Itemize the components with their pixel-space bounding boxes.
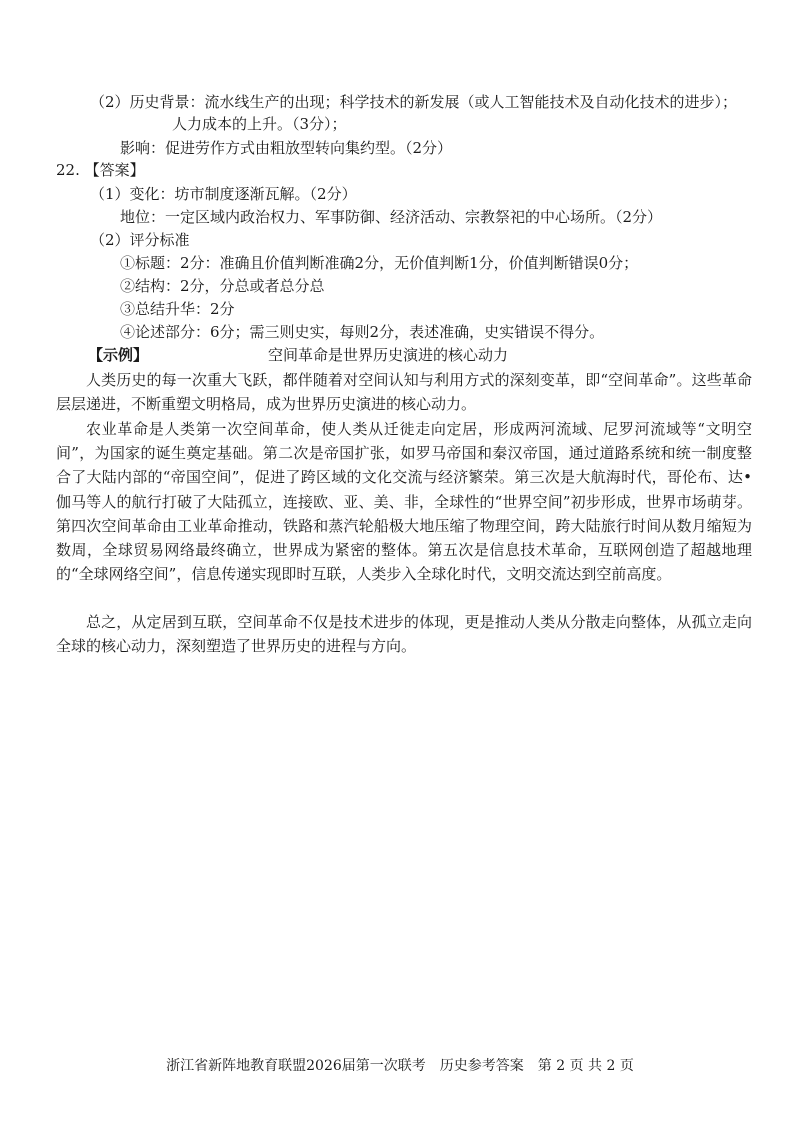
example-title: 空间革命是世界历史演进的核心动力	[268, 346, 509, 364]
q21-impact: 影响：促进劳作方式由粗放型转向集约型。（2分）	[120, 139, 453, 157]
criteria-summary: ③总结升华：2分	[120, 300, 235, 318]
q21-background-line1: （2）历史背景：流水线生产的出现；科学技术的新发展（或人工智能技术及自动化技术的进步）；	[90, 93, 738, 111]
q22-part1-change: （1）变化：坊市制度逐渐瓦解。（2分）	[90, 185, 357, 203]
criteria-argument: ④论述部分：6分；需三则史实，每则2分，表述准确，史实错误不得分。	[120, 323, 605, 341]
q22-part1-status: 地位：一定区域内政治权力、军事防御、经济活动、宗教祭祀的中心场所。（2分）	[120, 208, 663, 226]
essay-conclusion-paragraph: 总之，从定居到互联，空间革命不仅是技术进步的体现，更是推动人类从分散走向整体，从孤立走向全球的核心动力，深刻塑造了世界历史的进程与方向。	[56, 613, 752, 656]
criteria-title: ①标题：2分：准确且价值判断准确2分，无价值判断1分，价值判断错误0分；	[120, 254, 639, 272]
q21-background-line2: 人力成本的上升。（3分）；	[172, 115, 347, 133]
example-label: 【示例】	[88, 346, 149, 364]
essay-body-paragraph: 农业革命是人类第一次空间革命，使人类从迁徙走向定居，形成两河流域、尼罗河流域等“文明空间”，为国家的诞生奠定基础。第二次是帝国扩张，如罗马帝国和秦汉帝国，通过道路系统和统一制度整合了大陆内部的“帝国空间”，促进了跨区域的文化交流与经济繁荣。第三次是大航海时代，哥伦布、达•伽马等人的航行打破了大陆孤立，连接欧、亚、美、非，全球性的“世界空间”初步形成，世界市场萌芽。第四次空间革命由工业革命推动，铁路和蒸汽轮船极大地压缩了物理空间，跨大陆旅行时间从数月缩短为数周，全球贸易网络最终确立，世界成为紧密的整体。第五次是信息技术革命，互联网创造了超越地理的“全球网络空间”，信息传递实现即时互联，人类步入全球化时代，文明交流达到空前高度。	[56, 420, 752, 584]
essay-intro-paragraph: 人类历史的每一次重大飞跃，都伴随着对空间认知与利用方式的深刻变革，即“空间革命”。这些革命层层递进，不断重塑文明格局，成为世界历史演进的核心动力。	[56, 371, 752, 414]
q22-part2-title: （2）评分标准	[90, 231, 190, 249]
q22-header: 22. 【答案】	[56, 161, 145, 179]
criteria-structure: ②结构：2分，分总或者总分总	[120, 277, 325, 295]
page-footer: 浙江省新阵地教育联盟2026届第一次联考 历史参考答案 第 2 页 共 2 页	[166, 1058, 634, 1074]
